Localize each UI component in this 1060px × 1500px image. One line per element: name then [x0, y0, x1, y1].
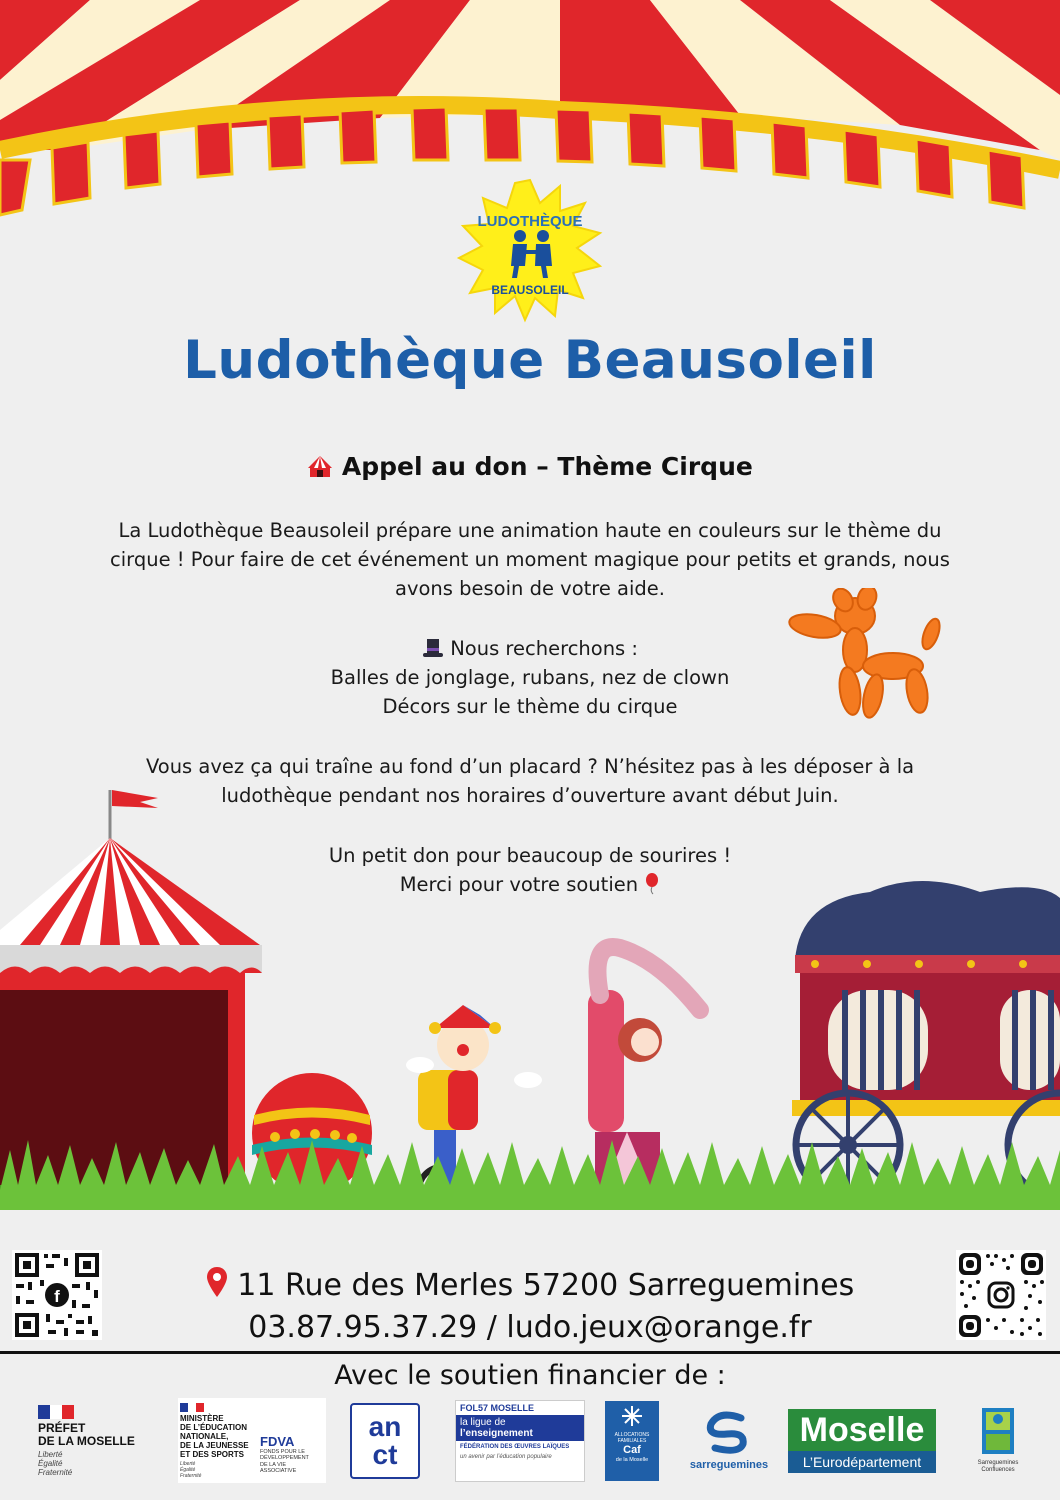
acrobat	[588, 947, 700, 1194]
call-line-2: ludothèque pendant nos horaires d’ouverture avant début Juin.	[221, 784, 839, 807]
svg-text:f: f	[54, 1287, 60, 1306]
snowflake-icon	[621, 1405, 643, 1427]
sponsor-sarreguemines	[684, 1398, 774, 1483]
intro-line-2: cirque ! Pour faire de cet événement un moment magique pour petits et grands, nous	[110, 548, 950, 571]
anct-top: an	[368, 1410, 402, 1442]
ministere-line-1: MINISTÈRE	[180, 1413, 224, 1423]
address-text: 11 Rue des Merles 57200 Sarreguemines	[237, 1268, 855, 1303]
sponsor-prefet-moselle	[38, 1398, 156, 1483]
caf-line-2: FAMILIALES	[617, 1437, 647, 1444]
sarreguemines-swirl-icon	[701, 1410, 757, 1454]
wanted-item-1: Balles de jonglage, rubans, nez de clown	[330, 666, 730, 689]
prefet-motto-3: Fraternité	[38, 1467, 73, 1477]
thanks-line-2: Merci pour votre soutien	[399, 873, 639, 896]
location-pin-icon	[206, 1266, 228, 1298]
intro-line-3: avons besoin de votre aide.	[395, 577, 665, 600]
ministere-line-5: ET DES SPORTS	[180, 1449, 245, 1459]
ministere-line-3: NATIONALE,	[180, 1431, 229, 1441]
sponsor-caf	[603, 1398, 661, 1483]
ligue-head: FOL57 MOSELLE	[460, 1402, 535, 1413]
prefet-motto-1: Liberté	[38, 1449, 63, 1459]
ministere-motto-3: Fraternité	[180, 1472, 202, 1479]
top-hat-icon	[422, 638, 444, 658]
sponsor-ministere-fdva	[178, 1398, 326, 1483]
moselle-name: Moselle	[788, 1409, 936, 1451]
fdva-sub-2: DÉVELOPPEMENT	[260, 1455, 309, 1461]
ministere-line-4: DE LA JEUNESSE	[180, 1440, 249, 1450]
confluences-line-1: Sarreguemines	[977, 1460, 1019, 1466]
subtitle-text: Appel au don – Thème Cirque	[341, 452, 753, 481]
sponsor-moselle	[787, 1398, 937, 1483]
ministere-line-2: DE L’ÉDUCATION	[180, 1422, 247, 1432]
confluences-line-2: Confluences	[981, 1467, 1015, 1473]
ministere-motto-2: Égalité	[180, 1466, 196, 1473]
wanted-heading-text: Nous recherchons :	[450, 637, 638, 660]
circus-tent-icon	[307, 454, 333, 478]
sarreguemines-label: sarreguemines	[689, 1459, 769, 1471]
support-title: Avec le soutien financier de :	[334, 1360, 726, 1391]
moselle-tag: L’Eurodépartement	[788, 1451, 936, 1473]
balloon-dog-illustration	[785, 588, 945, 723]
sponsor-confluences	[958, 1398, 1038, 1483]
prefet-line-2: DE LA MOSELLE	[38, 1433, 135, 1448]
sponsor-anct	[349, 1398, 421, 1483]
circus-scene	[0, 780, 1060, 1220]
circus-wagon	[792, 881, 1060, 1197]
caf-line-4: de la Moselle	[615, 1456, 649, 1463]
page-title: Ludothèque Beausoleil	[183, 330, 877, 391]
caf-line-3: Caf	[623, 1443, 641, 1456]
logo-arc-text: LUDOTHÈQUE	[477, 213, 583, 230]
fdva-sub-3: DE LA VIE	[260, 1461, 286, 1468]
caf-line-1: ALLOCATIONS	[614, 1431, 650, 1438]
logo-bottom-text: BEAUSOLEIL	[491, 283, 569, 297]
fdva-label: FDVA	[260, 1433, 295, 1449]
ligue-line-4: un avenir par l’éducation populaire	[460, 1453, 552, 1460]
anct-bottom: ct	[372, 1438, 398, 1470]
prefet-line-1: PRÉFET	[38, 1420, 86, 1435]
wanted-item-2: Décors sur le thème du cirque	[382, 695, 678, 718]
fdva-sub-4: ASSOCIATIVE	[260, 1468, 297, 1474]
call-line-1: Vous avez ça qui traîne au fond d’un placard ? N’hésitez pas à les déposer à la	[145, 755, 915, 778]
ministere-motto-1: Liberté	[180, 1460, 196, 1467]
ligue-line-3: FÉDÉRATION DES ŒUVRES LAÏQUES	[460, 1443, 570, 1450]
fdva-sub-1: FONDS POUR LE	[260, 1448, 305, 1455]
address	[0, 1266, 1060, 1303]
confluences-icon	[981, 1407, 1015, 1455]
big-top-tent	[0, 790, 262, 1203]
divider	[0, 1351, 1060, 1354]
sponsor-ligue-enseignement	[455, 1398, 585, 1483]
subtitle	[0, 452, 1060, 481]
intro-line-1: La Ludothèque Beausoleil prépare une animation haute en couleurs sur le thème du	[118, 519, 942, 542]
ligue-line-1: la ligue de	[460, 1416, 506, 1428]
prefet-motto-2: Égalité	[38, 1458, 63, 1468]
phone-email: 03.87.95.37.29 / ludo.jeux@orange.fr	[248, 1310, 812, 1345]
ligue-line-2: l’enseignement	[460, 1427, 533, 1439]
thanks-line-1: Un petit don pour beaucoup de sourires !	[328, 844, 732, 867]
ludotheque-logo	[455, 178, 605, 323]
